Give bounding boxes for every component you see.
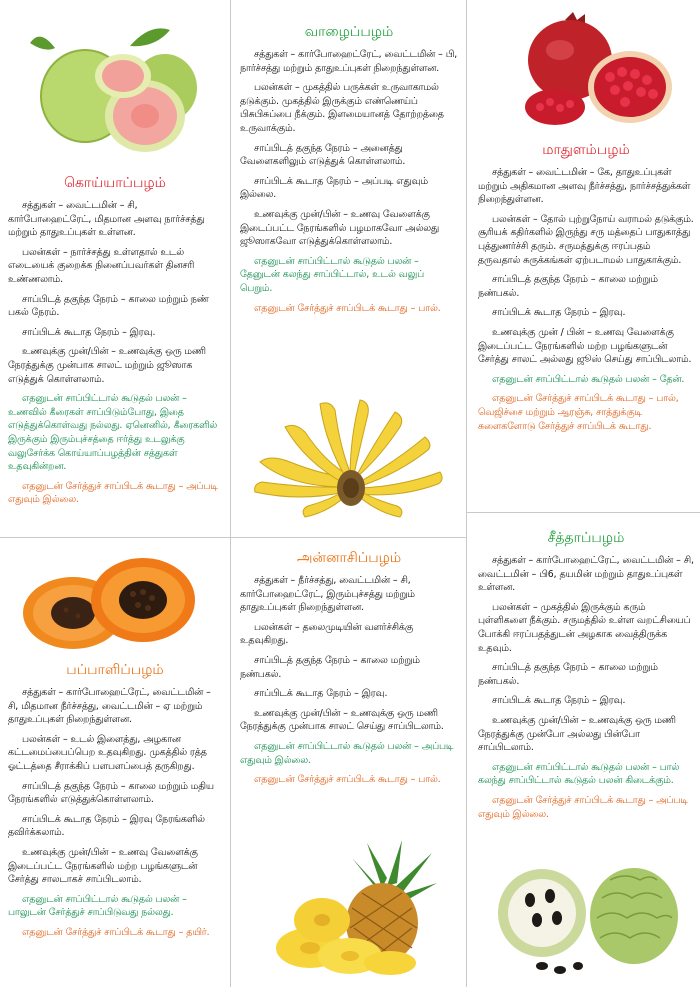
- papaya-title: பப்பாளிப்பழம்: [66, 662, 164, 678]
- custard-apple-title: சீத்தாப்பழம்: [547, 530, 625, 546]
- custard-apple-panel: [478, 530, 694, 827]
- pomegranate-benefits: பலன்கள் – தோல் புற்றுநோய் வராமல் தடுக்கும். சூரியக் கதிர்களில் இருந்து சரு மத்தைப் பாதுகாத்து புத்துணர்ச்சி தரும். சருமத்துக்கு ஈரப்பதம் தருவதால் சுருக்கங்கள் ஏற்படாமல் பாதுகாக்கும்.: [478, 213, 694, 266]
- guava-benefits: பலன்கள் – நார்ச்சத்து உள்ளதால் உடல் எடையைக் குறைக்க நினைப்பவர்கள் தினசரி உண்ணலாம்.: [8, 246, 195, 285]
- banana-avoid-time: சாப்பிடக் கூடாத நேரம் – அப்படி எதுவும் இல்லை.: [240, 175, 428, 201]
- column-divider-left: [230, 0, 231, 987]
- guava-combo-benefit: எதனுடன் சாப்பிட்டால் கூடுதல் பலன் – உணவில் கீரைகள் சாப்பிடும்போது, இதை எடுத்துக்கொள்வது நல்லது. ஏனெனில், கீரைகளில் இருக்கும் இரும்புச்சத்தை ஈர்த்து உடலுக்கு வலுசேர்க்க கொய்யாப்பழத்தின் சத்துகள் உதவுகின்றன.: [8, 393, 218, 473]
- pineapple-before-after: உணவுக்கு முன்/பின் – உணவுக்கு ஒரு மணி நேரத்துக்கு முன்பாக சாலட் செய்து சாப்பிடலாம்.: [240, 707, 444, 733]
- pomegranate-panel: [478, 142, 694, 439]
- papaya-combo-avoid: எதனுடன் சேர்த்துச் சாப்பிடக் கூடாது – தயிர்.: [22, 926, 210, 938]
- custard-apple-avoid-time: சாப்பிடக் கூடாத நேரம் – இரவு.: [492, 695, 626, 707]
- pineapple-combo-benefit: எதனுடன் சாப்பிட்டால் கூடுதல் பலன் – அப்படி எதுவும் இல்லை.: [240, 740, 454, 766]
- banana-nutrients: சத்துகள் – கார்போஹைட்ரேட், வைட்டமின் – பி, நார்ச்சத்து மற்றும் தாதுஉப்புகள் நிறைந்துள்ளன.: [240, 49, 458, 74]
- banana-combo-avoid: எதனுடன் சேர்த்துச் சாப்பிடக் கூடாது – பால்.: [254, 302, 441, 314]
- pomegranate-nutrients: சத்துகள் – வைட்டமின் – கே, தாதுஉப்புகள் மற்றும் அதிகமான அளவு நீர்ச்சத்து, நார்ச்சத்துக்கள் நிறைந்துள்ளன.: [478, 167, 691, 206]
- pomegranate-avoid-time: சாப்பிடக் கூடாத நேரம் – இரவு.: [492, 307, 626, 319]
- guava-combo-avoid: எதனுடன் சேர்த்துச் சாப்பிடக் கூடாது – அப்படி எதுவும் இல்லை.: [8, 480, 218, 506]
- custard-apple-nutrients: சத்துகள் – கார்போஹைட்ரேட், வைட்டமின் – சி, வைட்டமின் – பி6, தயமின் மற்றும் தாதுஉப்புகள் உள்ளன.: [478, 555, 694, 594]
- guava-image: [30, 18, 200, 158]
- banana-benefits: பலன்கள் – முகத்தில் பருக்கள் உருவாகாமல் தடுக்கும். முகத்தில் இருக்கும் எண்ணெய்ப் பிசுபிசுப்பை நீக்கும். இளமையானத் தோற்றத்தை உருவாக்கும்.: [240, 82, 444, 134]
- guava-before-after: உணவுக்கு முன்/பின் – உணவுக்கு ஒரு மணி நேரத்துக்கு முன்பாக சாலட் மற்றும் ஜூஸாக எடுத்துக் கொள்ளலாம்.: [8, 346, 206, 385]
- custard-apple-image: [492, 858, 682, 978]
- papaya-image: [18, 548, 198, 656]
- papaya-best-time: சாப்பிடத் தகுந்த நேரம் – காலை மற்றும் மதிய நேரங்களில் எடுத்துக்கொள்ளலாம்.: [8, 780, 214, 806]
- guava-nutrients: சத்துகள் – வைட்டமின் – சி, கார்போஹைட்ரேட், மிதமான அளவு நார்ச்சத்து மற்றும் தாதுஉப்புகள் உள்ளன.: [8, 200, 205, 239]
- column-divider-right: [466, 0, 467, 987]
- papaya-before-after: உணவுக்கு முன்/பின் – உணவு வேளைக்கு இடைப்பட்ட நேரங்களில் மற்ற பழங்களுடன் சேர்த்து சாலடாகச் சாப்பிடலாம்.: [8, 846, 198, 886]
- pomegranate-before-after: உணவுக்கு முன் / பின் – உணவு வேளைக்கு இடைப்பட்ட நேரங்களில் மற்ற பழங்களுடன் சேர்த்து சாலட் அல்லது ஜூஸ் செய்து சாப்பிடலாம்.: [478, 326, 692, 366]
- pineapple-combo-avoid: எதனுடன் சேர்த்துச் சாப்பிடக் கூடாது – பால்.: [254, 774, 441, 786]
- custard-apple-best-time: சாப்பிடத் தகுந்த நேரம் – காலை மற்றும் நண்பகல்.: [478, 662, 658, 687]
- pineapple-avoid-time: சாப்பிடக் கூடாத நேரம் – இரவு.: [254, 688, 388, 700]
- pomegranate-best-time: சாப்பிடத் தகுந்த நேரம் – காலை மற்றும் நண்பகல்.: [478, 274, 658, 299]
- banana-combo-benefit: எதனுடன் சாப்பிட்டால் கூடுதல் பலன் – தேனுடன் கலந்து சாப்பிட்டால், உடல் வலுப் பெறும்.: [240, 255, 425, 294]
- papaya-combo-benefit: எதனுடன் சாப்பிட்டால் கூடுதல் பலன் – பாலுடன் சேர்த்துச் சாப்பிடுவது நல்லது.: [8, 893, 187, 919]
- banana-image: [250, 392, 450, 522]
- banana-title: வாழைப்பழம்: [304, 24, 394, 40]
- row-divider-left: [0, 537, 230, 538]
- pomegranate-title: மாதுளம்பழம்: [542, 142, 630, 158]
- guava-title: கொய்யாப்பழம்: [64, 175, 166, 191]
- custard-apple-benefits: பலன்கள் – முகத்தில் இருக்கும் கரும் புள்ளிகளை நீக்கும். சருமத்தில் உள்ள வறட்சியைப் போக்கி ஈரப்பதத்துடன் அழகாக வைத்திருக்க உதவும்.: [478, 601, 691, 654]
- pineapple-benefits: பலன்கள் – தலைமுடியின் வளர்ச்சிக்கு உதவுகிறது.: [240, 621, 414, 647]
- pineapple-best-time: சாப்பிடத் தகுந்த நேரம் – காலை மற்றும் நண்பகல்.: [240, 654, 420, 680]
- custard-apple-before-after: உணவுக்கு முன்/பின் – உணவுக்கு ஒரு மணி நேரத்துக்கு முன்போ அல்லது பின்போ சாப்பிடலாம்.: [478, 714, 676, 754]
- custard-apple-combo-avoid: எதனுடன் சேர்த்துச் சாப்பிடக் கூடாது – அப்படி எதுவும் இல்லை.: [478, 794, 688, 820]
- pomegranate-image: [515, 12, 675, 130]
- pineapple-nutrients: சத்துகள் – நீர்ச்சத்து, வைட்டமின் – சி, கார்போஹைட்ரேட், இரும்புச்சத்து மற்றும் தாதுஉப்புகள் நிறைந்துள்ளன.: [240, 575, 415, 614]
- pineapple-title: அன்னாசிப்பழம்: [296, 550, 402, 566]
- guava-panel: [8, 175, 222, 513]
- papaya-benefits: பலன்கள் – உடல் இளைத்து, அழகான கட்டமைப்பைப்பெற உதவுகிறது. முகத்தில் ரத்த ஓட்டத்தை சீராக்கிப் பளபளப்பைத் தருகிறது.: [8, 733, 207, 772]
- pineapple-image: [262, 838, 442, 978]
- pomegranate-combo-benefit: எதனுடன் சாப்பிட்டால் கூடுதல் பலன் – தேன்.: [492, 373, 685, 385]
- papaya-panel: [8, 662, 222, 946]
- row-divider-middle: [230, 537, 466, 538]
- row-divider-right: [466, 512, 700, 513]
- custard-apple-combo-benefit: எதனுடன் சாப்பிட்டால் கூடுதல் பலன் – பால் கலந்து சாப்பிட்டால் கூடுதல் பலன் கிடைக்கும்.: [478, 761, 680, 787]
- guava-best-time: சாப்பிடத் தகுந்த நேரம் – காலை மற்றும் நண் பகல் நேரம்.: [8, 293, 209, 319]
- pineapple-panel: [240, 550, 458, 793]
- banana-panel: [240, 24, 458, 321]
- guava-avoid-time: சாப்பிடக் கூடாத நேரம் – இரவு.: [22, 326, 156, 338]
- banana-best-time: சாப்பிடத் தகுந்த நேரம் – அனைத்து வேளைகளிலும் எடுத்துக் கொள்ளலாம்.: [240, 142, 406, 168]
- papaya-avoid-time: சாப்பிடக் கூடாத நேரம் – இரவு நேரங்களில் தவிர்க்கலாம்.: [8, 813, 205, 839]
- banana-before-after: உணவுக்கு முன்/பின் – உணவு வேளைக்கு இடைப்பட்ட நேரங்களில் பழமாகவோ அல்லது ஜூஸாகவோ எடுத்துக்கொள்ளலாம்.: [240, 208, 440, 248]
- pomegranate-combo-avoid: எதனுடன் சேர்த்துச் சாப்பிடக் கூடாது – பால், வெஜிச்சை மற்றும் ஆரஞ்சு, சாத்துக்குடி சுளைகளோடு சேர்த்துச் சாப்பிடக் கூடாது.: [478, 393, 679, 432]
- papaya-nutrients: சத்துகள் – கார்போஹைட்ரேட், வைட்டமின் – சி, மிதமான நீர்ச்சத்து, வைட்டமின் – ஏ மற்றும் தாதுஉப்புகள் நிறைந்துள்ளன.: [8, 687, 211, 726]
